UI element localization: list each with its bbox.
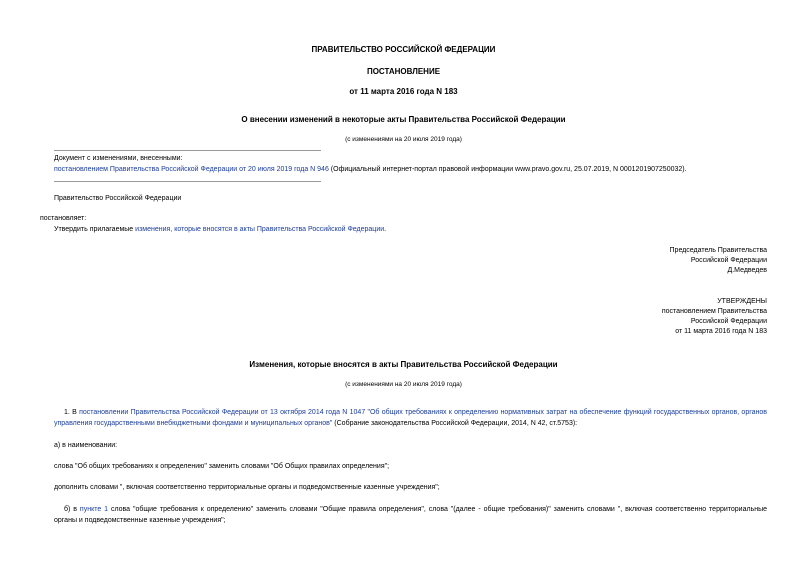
- item-1-suffix: (Собрание законодательства Российской Федерации, 2014, N 42, ст.5753):: [332, 419, 578, 427]
- signature-block: [670, 246, 767, 276]
- changes-title: Изменения, которые вносятся в акты Правительства Российской Федерации: [249, 360, 558, 369]
- signature-line1: Председатель Правительства: [669, 247, 767, 254]
- document-date: от 11 марта 2016 года N 183: [349, 87, 458, 96]
- item-b: [54, 505, 767, 526]
- item-a-words: слова "Об общих требованиях к определению" заменить словами "Об Общих правилах определения";: [54, 463, 390, 470]
- item-1: [54, 408, 767, 429]
- government-title: ПРАВИТЕЛЬСТВО РОССИЙСКОЙ ФЕДЕРАЦИИ: [311, 45, 496, 54]
- signature-line2: Российской Федерации: [690, 257, 767, 264]
- signature-line3: Д.Медведев: [727, 267, 767, 274]
- approval-line1: УТВЕРЖДЕНЫ: [717, 298, 767, 305]
- approval-line2: постановлением Правительства: [661, 308, 767, 315]
- item-1-link[interactable]: постановлении Правительства Российской Федерации от 13 октября 2014 года N 1047 "Об общих требованиях к определению нормативных затрат на обеспечение функций государственных органов, органов управления государственными внебюджетными фондами и муниципальных органов": [54, 409, 767, 427]
- resolves: постановляет:: [40, 215, 87, 222]
- item-a-addition: дополнить словами ", включая соответственно территориальные органы и подведомственные казенные учреждения";: [54, 484, 440, 491]
- document-title: О внесении изменений в некоторые акты Правительства Российской Федерации: [241, 115, 566, 124]
- approve-changes-link[interactable]: изменения, которые вносятся в акты Правительства Российской Федерации: [135, 226, 385, 233]
- approve-clause: [54, 226, 386, 233]
- item-b-text: слова "общие требования к определению" заменить словами "Общие правила определения", слова "(далее - общие требования)" заменить словами ", включая соответственно территориальные органы и подведомственные казенные учреждения";: [54, 506, 768, 524]
- amendment-link[interactable]: постановлением Правительства Российской Федерации от 20 июля 2019 года N 946: [54, 166, 329, 173]
- approval-line4: от 11 марта 2016 года N 183: [675, 328, 767, 335]
- item-1-prefix: 1. В: [64, 409, 80, 416]
- divider-bottom: [54, 181, 321, 182]
- changes-label: Документ с изменениями, внесенными:: [54, 155, 183, 162]
- revision-note: (с изменениями на 20 июля 2019 года): [345, 136, 462, 143]
- document-type: ПОСТАНОВЛЕНИЕ: [366, 67, 441, 76]
- item-b-prefix: б) в: [64, 506, 80, 513]
- issuer: Правительство Российской Федерации: [54, 195, 182, 202]
- changes-revision: (с изменениями на 20 июля 2019 года): [345, 381, 462, 388]
- approval-block: [662, 297, 767, 337]
- approve-prefix: Утвердить прилагаемые: [54, 226, 136, 233]
- changes-reference: [54, 166, 687, 173]
- approve-suffix: .: [384, 226, 387, 233]
- item-b-link[interactable]: пункте 1: [79, 506, 109, 513]
- amendment-source: (Официальный интернет-портал правовой информации www.pravo.gov.ru, 25.07.2019, N 0001201907250032).: [328, 166, 687, 173]
- item-a: а) в наименовании:: [54, 442, 118, 449]
- divider-top: [54, 150, 321, 151]
- approval-line3: Российской Федерации: [690, 318, 767, 325]
